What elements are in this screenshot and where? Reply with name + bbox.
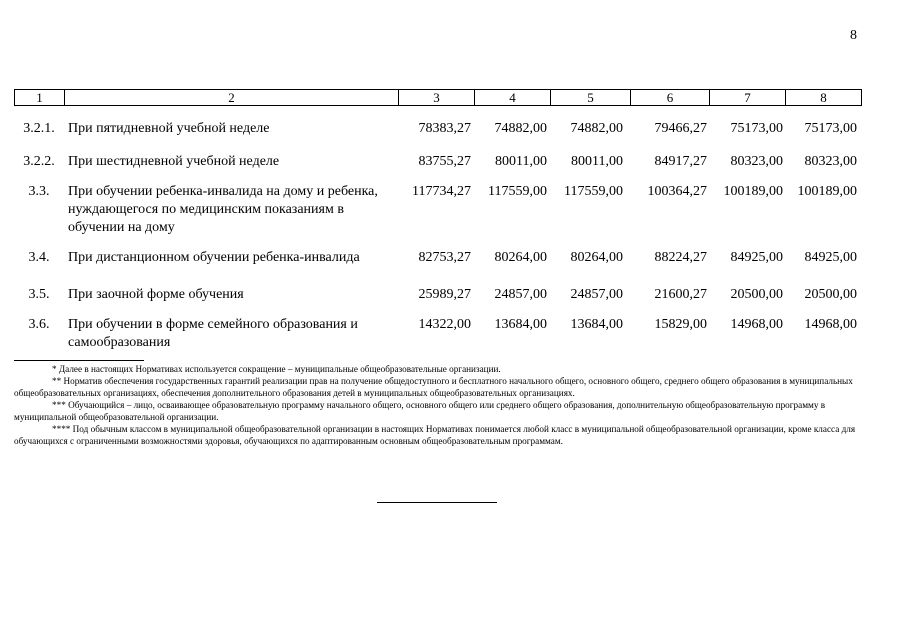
value-col-6: 84917,27 (654, 154, 707, 169)
value-col-4: 80264,00 (494, 250, 547, 265)
value-col-3: 14322,00 (418, 317, 471, 332)
value-col-3: 117734,27 (412, 184, 471, 199)
end-of-document-line (377, 502, 497, 503)
value-col-8: 84925,00 (804, 250, 857, 265)
value-col-4: 74882,00 (494, 121, 547, 136)
value-col-5: 80011,00 (571, 154, 623, 169)
value-col-6: 100364,27 (647, 184, 707, 199)
value-col-3: 78383,27 (418, 121, 471, 136)
table-column-header (14, 89, 862, 106)
value-col-3: 83755,27 (418, 154, 471, 169)
value-col-6: 15829,00 (654, 317, 707, 332)
row-name: При дистанционном обучении ребенка-инвалида (68, 250, 360, 265)
value-col-4: 24857,00 (494, 287, 547, 302)
row-number: 3.2.2. (23, 154, 55, 169)
header-col-5: 5 (551, 90, 631, 106)
value-col-8: 80323,00 (804, 154, 857, 169)
value-col-6: 79466,27 (654, 121, 707, 136)
value-col-5: 117559,00 (564, 184, 623, 199)
header-col-8: 8 (786, 90, 862, 106)
header-col-2: 2 (65, 90, 399, 106)
value-col-5: 74882,00 (570, 121, 623, 136)
value-col-5: 24857,00 (570, 287, 623, 302)
value-col-4: 13684,00 (494, 317, 547, 332)
value-col-6: 88224,27 (654, 250, 707, 265)
value-col-4: 117559,00 (488, 184, 547, 199)
value-col-7: 80323,00 (730, 154, 783, 169)
header-col-3: 3 (399, 90, 475, 106)
value-col-4: 80011,00 (495, 154, 547, 169)
row-number: 3.4. (28, 250, 50, 265)
value-col-8: 20500,00 (804, 287, 857, 302)
row-number: 3.3. (28, 184, 50, 199)
footnote-separator (14, 360, 144, 361)
row-name: При пятидневной учебной неделе (68, 121, 270, 136)
value-col-7: 75173,00 (730, 121, 783, 136)
row-number: 3.2.1. (23, 121, 55, 136)
page-number: 8 (850, 28, 857, 43)
value-col-5: 80264,00 (570, 250, 623, 265)
row-name: При шестидневной учебной неделе (68, 154, 280, 169)
value-col-6: 21600,27 (654, 287, 707, 302)
footnote-3: *** Обучающийся – лицо, осваивающее образовательную программу начального общего, основного общего или среднего общего образования, дополнительную общеобразовательную программу в муниципальной общеобразовательной организации. (14, 400, 826, 422)
footnote-2: ** Норматив обеспечения государственных гарантий реализации прав на получение общедоступного и бесплатного начального общего, основного общего, среднего общего образования в муниципальных общеобразовательных организациях, обеспечения дополнительного образования детей в муниципальных общеобразовательных организациях. (14, 376, 853, 398)
value-col-7: 14968,00 (730, 317, 783, 332)
value-col-8: 14968,00 (804, 317, 857, 332)
header-col-7: 7 (710, 90, 786, 106)
row-name: При обучении в форме семейного образования и самообразования (68, 317, 358, 350)
value-col-7: 84925,00 (730, 250, 783, 265)
row-number: 3.6. (28, 317, 50, 332)
header-col-4: 4 (475, 90, 551, 106)
row-name: При заочной форме обучения (68, 287, 244, 302)
value-col-8: 75173,00 (804, 121, 857, 136)
footnotes (14, 363, 862, 447)
header-col-1: 1 (15, 90, 65, 106)
value-col-5: 13684,00 (570, 317, 623, 332)
header-col-6: 6 (631, 90, 710, 106)
value-col-8: 100189,00 (797, 184, 857, 199)
row-number: 3.5. (28, 287, 50, 302)
value-col-7: 100189,00 (723, 184, 783, 199)
value-col-3: 25989,27 (418, 287, 471, 302)
row-name: При обучении ребенка-инвалида на дому и ребенка, нуждающегося по медицинским показаниям в обучении на дому (68, 184, 378, 235)
footnote-1: * Далее в настоящих Нормативах используется сокращение – муниципальные общеобразовательные организации. (52, 364, 501, 374)
value-col-3: 82753,27 (418, 250, 471, 265)
footnote-4: **** Под обычным классом в муниципальной общеобразовательной организации в настоящих Нормативах понимается любой класс в муниципальной общеобразовательной организации, кроме класса для обучающихся с ограниченными возможностями здоровья, обучающихся по адаптированным основным общеобразовательным программам. (14, 424, 856, 446)
value-col-7: 20500,00 (730, 287, 783, 302)
